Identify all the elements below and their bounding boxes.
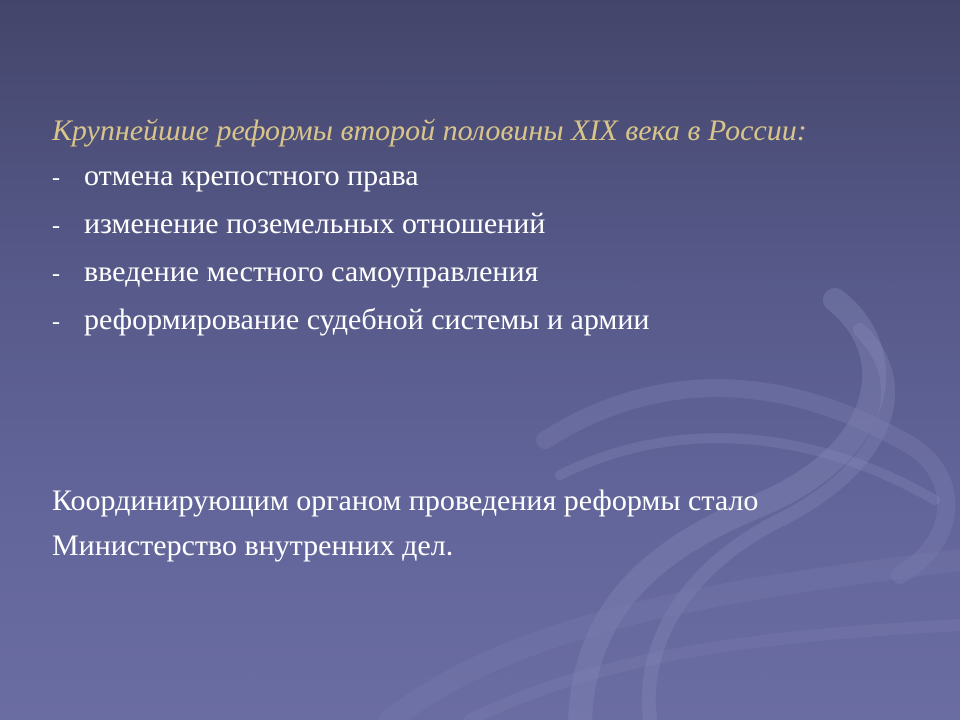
dash-bullet-icon: - <box>52 309 60 335</box>
list-item <box>52 249 912 297</box>
list-item <box>52 153 912 201</box>
dash-bullet-icon: - <box>52 165 60 191</box>
list-item-label: изменение поземельных отношений <box>84 207 546 240</box>
list-item <box>52 297 912 345</box>
list-item <box>52 201 912 249</box>
dash-bullet-icon: - <box>52 261 60 287</box>
list-item-label: отмена крепостного права <box>84 159 419 192</box>
dash-bullet-icon: - <box>52 213 60 239</box>
list-item-label: введение местного самоуправления <box>84 255 539 288</box>
list-item-label: реформирование судебной системы и армии <box>84 303 650 336</box>
reforms-section <box>52 108 912 345</box>
slide-heading: Крупнейшие реформы второй половины XIX века в России: <box>52 114 807 147</box>
reforms-list <box>52 153 912 345</box>
conclusion-text: Координирующим органом проведения реформы стало Министерство внутренних дел. <box>52 484 759 562</box>
